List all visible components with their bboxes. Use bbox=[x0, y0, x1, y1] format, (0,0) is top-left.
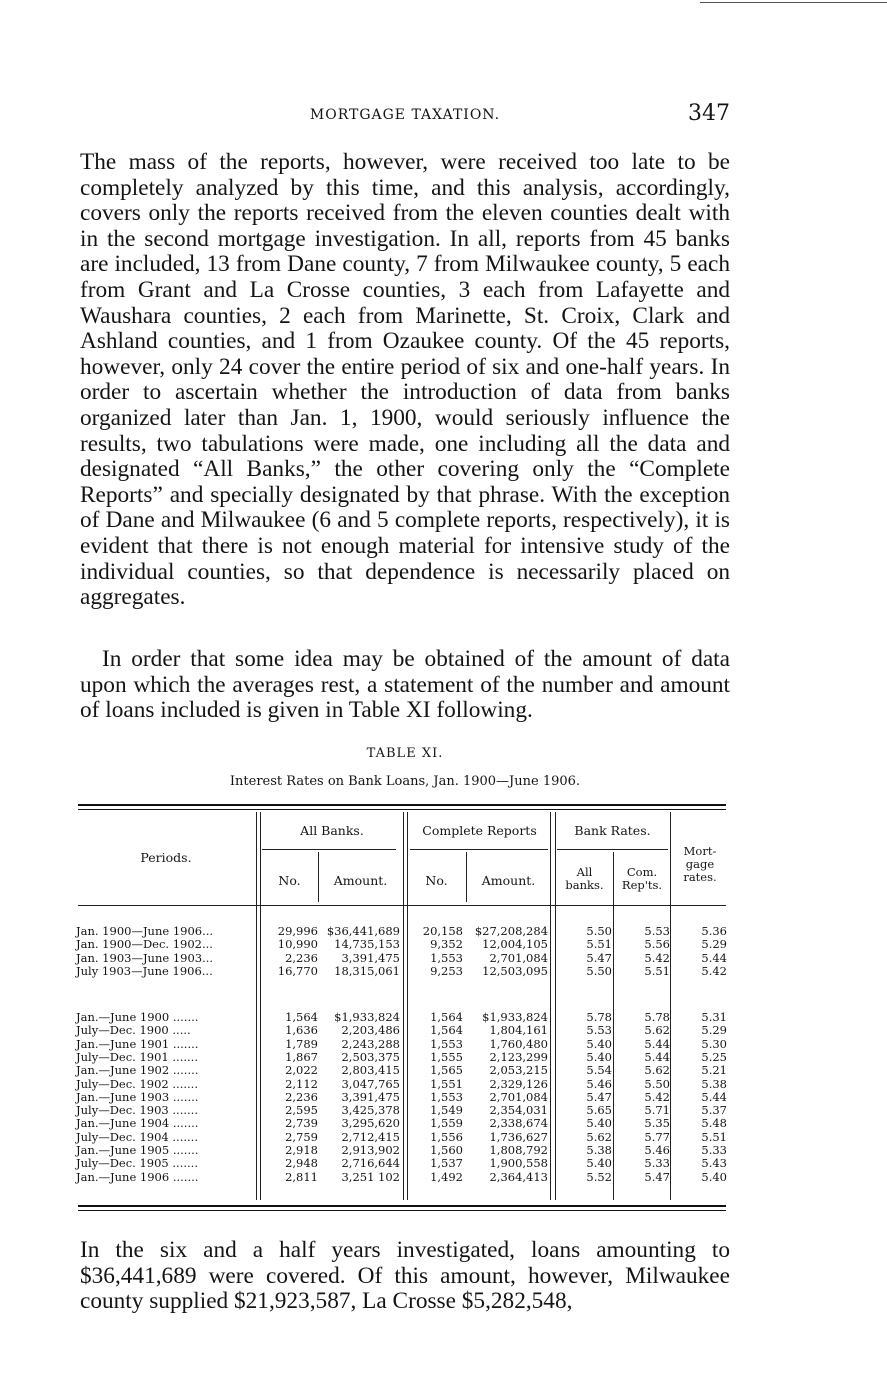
table-caption: TABLE XI. bbox=[366, 746, 444, 761]
cell-complete-amount: $27,208,284 bbox=[474, 924, 548, 938]
cell-complete-amount: 1,760,480 bbox=[489, 1036, 548, 1051]
cell-all-banks-no: 29,996 bbox=[277, 924, 318, 938]
cell-all-banks-no: 1,564 bbox=[285, 1010, 318, 1024]
cell-complete-amount: 1,736,627 bbox=[489, 1129, 548, 1144]
paragraph-2: In order that some idea may be obtained of the amount of data upon which the averages rest, a statement of the number and amount of loans included is given in Table XI following. bbox=[80, 646, 730, 724]
group-underline bbox=[262, 849, 396, 850]
cell-rate-all-banks: 5.52 bbox=[586, 1169, 612, 1184]
table-top-rule-thin bbox=[78, 809, 726, 810]
cell-rate-mortgage: 5.29 bbox=[701, 937, 727, 952]
cell-rate-complete: 5.51 bbox=[644, 963, 670, 978]
cell-rate-all-banks: 5.40 bbox=[586, 1116, 612, 1131]
period-cell: Jan.—June 1901 ....... bbox=[76, 1036, 199, 1051]
period-cell: Jan. 1900—Dec. 1902... bbox=[76, 937, 213, 952]
cell-complete-amount: 2,701,084 bbox=[489, 1089, 548, 1104]
period-cell: Jan. 1903—June 1903... bbox=[76, 950, 214, 965]
cell-all-banks-amount: 2,712,415 bbox=[341, 1129, 400, 1144]
cell-rate-all-banks: 5.40 bbox=[586, 1036, 612, 1051]
cell-rate-all-banks: 5.47 bbox=[586, 1089, 612, 1104]
cell-rate-mortgage: 5.51 bbox=[701, 1129, 727, 1144]
cell-all-banks-amount: 2,913,902 bbox=[341, 1143, 400, 1157]
cell-rate-complete: 5.62 bbox=[644, 1063, 670, 1078]
cell-rate-all-banks: 5.50 bbox=[586, 963, 612, 978]
cell-rate-complete: 5.44 bbox=[644, 1036, 670, 1051]
page-edge-rule bbox=[700, 2, 887, 3]
cell-complete-amount: 2,338,674 bbox=[489, 1116, 548, 1131]
cell-all-banks-no: 2,918 bbox=[285, 1143, 318, 1157]
table-top-rule bbox=[78, 804, 726, 806]
cell-complete-amount: 1,808,792 bbox=[489, 1143, 548, 1157]
header-all-banks: All Banks. bbox=[300, 823, 364, 838]
period-cell: Jan.—June 1903 ....... bbox=[76, 1089, 199, 1104]
column-divider bbox=[407, 812, 408, 1200]
period-cell: July—Dec. 1905 ....... bbox=[76, 1156, 198, 1171]
cell-all-banks-amount: 2,203,486 bbox=[341, 1023, 400, 1038]
cell-all-banks-no: 2,948 bbox=[285, 1156, 318, 1171]
cell-all-banks-amount: 3,425,378 bbox=[341, 1103, 400, 1118]
cell-rate-mortgage: 5.38 bbox=[701, 1076, 727, 1091]
cell-complete-no: 1,553 bbox=[430, 950, 463, 965]
running-title: MORTGAGE TAXATION. bbox=[309, 107, 501, 123]
period-cell: Jan.—June 1904 ....... bbox=[76, 1116, 199, 1131]
cell-all-banks-no: 2,112 bbox=[285, 1076, 318, 1091]
header-mortgage-rates: Mort- gage rates. bbox=[683, 844, 717, 884]
cell-rate-all-banks: 5.40 bbox=[586, 1156, 612, 1171]
cell-all-banks-no: 2,811 bbox=[285, 1169, 318, 1184]
cell-rate-complete: 5.77 bbox=[644, 1129, 670, 1144]
cell-complete-amount: 2,354,031 bbox=[489, 1103, 548, 1118]
column-divider bbox=[670, 812, 671, 1200]
period-cell: Jan.—June 1900 ....... bbox=[76, 1010, 199, 1024]
column-divider bbox=[403, 812, 404, 1200]
cell-rate-all-banks: 5.50 bbox=[586, 924, 612, 938]
period-cell: July 1903—June 1906... bbox=[76, 963, 213, 978]
cell-complete-no: 1,559 bbox=[430, 1116, 463, 1131]
cell-rate-mortgage: 5.31 bbox=[701, 1010, 727, 1024]
cell-all-banks-amount: 2,243,288 bbox=[341, 1036, 400, 1051]
cell-rate-complete: 5.35 bbox=[644, 1116, 670, 1131]
period-cell: Jan.—June 1905 ....... bbox=[76, 1143, 199, 1157]
cell-rate-all-banks: 5.46 bbox=[586, 1076, 612, 1091]
header-complete-amount: Amount. bbox=[481, 873, 536, 888]
paragraph-3: In the six and a half years investigated, loans amounting to $36,441,689 were covered. Of this amount, however, Milwaukee county supplied $21,923,587, La Crosse $5,282,548, bbox=[80, 1237, 730, 1315]
header-complete-reports: Complete Reports bbox=[422, 823, 537, 838]
running-head bbox=[80, 101, 730, 131]
cell-rate-mortgage: 5.44 bbox=[701, 1089, 727, 1104]
column-divider bbox=[256, 812, 257, 1200]
period-cell: July—Dec. 1904 ....... bbox=[76, 1129, 198, 1144]
cell-all-banks-amount: 2,503,375 bbox=[341, 1049, 400, 1064]
cell-rate-mortgage: 5.21 bbox=[701, 1063, 727, 1078]
cell-rate-mortgage: 5.44 bbox=[701, 950, 727, 965]
cell-rate-complete: 5.71 bbox=[644, 1103, 670, 1118]
cell-all-banks-amount: 2,716,644 bbox=[341, 1156, 400, 1171]
cell-all-banks-no: 1,636 bbox=[285, 1023, 318, 1038]
cell-rate-all-banks: 5.51 bbox=[586, 937, 612, 952]
cell-complete-amount: 2,123,299 bbox=[489, 1049, 548, 1064]
cell-all-banks-no: 2,739 bbox=[285, 1116, 318, 1131]
cell-rate-mortgage: 5.29 bbox=[701, 1023, 727, 1038]
cell-rate-complete: 5.62 bbox=[644, 1023, 670, 1038]
cell-rate-mortgage: 5.36 bbox=[701, 924, 727, 938]
cell-complete-no: 1,549 bbox=[430, 1103, 463, 1118]
table-subtitle: Interest Rates on Bank Loans, Jan. 1900—June 1906. bbox=[229, 774, 581, 789]
cell-all-banks-amount: $36,441,689 bbox=[326, 924, 400, 938]
cell-all-banks-amount: 18,315,061 bbox=[334, 963, 400, 978]
period-cell: July—Dec. 1901 ....... bbox=[76, 1049, 198, 1064]
period-cell: Jan.—June 1906 ....... bbox=[76, 1169, 199, 1184]
cell-all-banks-no: 2,236 bbox=[285, 950, 318, 965]
cell-rate-mortgage: 5.48 bbox=[701, 1116, 727, 1131]
cell-rate-all-banks: 5.47 bbox=[586, 950, 612, 965]
period-cell: July—Dec. 1902 ....... bbox=[76, 1076, 198, 1091]
cell-complete-amount: 2,053,215 bbox=[489, 1063, 548, 1078]
period-cell: July—Dec. 1900 ..... bbox=[76, 1023, 191, 1038]
cell-rate-all-banks: 5.40 bbox=[586, 1049, 612, 1064]
cell-rate-all-banks: 5.62 bbox=[586, 1129, 612, 1144]
cell-complete-no: 1,564 bbox=[430, 1023, 463, 1038]
group-underline bbox=[410, 849, 548, 850]
cell-complete-no: 9,253 bbox=[430, 963, 463, 978]
cell-rate-complete: 5.42 bbox=[644, 950, 670, 965]
period-cell: Jan. 1900—June 1906... bbox=[76, 924, 214, 938]
table-bottom-rule bbox=[78, 1205, 726, 1207]
cell-all-banks-no: 1,867 bbox=[285, 1049, 318, 1064]
cell-all-banks-amount: $1,933,824 bbox=[334, 1010, 400, 1024]
cell-all-banks-amount: 3,295,620 bbox=[341, 1116, 400, 1131]
cell-all-banks-no: 16,770 bbox=[277, 963, 318, 978]
cell-rate-mortgage: 5.30 bbox=[701, 1036, 727, 1051]
cell-all-banks-amount: 3,391,475 bbox=[341, 1089, 400, 1104]
cell-complete-amount: 2,329,126 bbox=[489, 1076, 548, 1091]
header-all-banks-amount: Amount. bbox=[333, 873, 388, 888]
cell-all-banks-no: 2,236 bbox=[285, 1089, 318, 1104]
cell-rate-mortgage: 5.33 bbox=[701, 1143, 727, 1157]
cell-complete-no: 1,551 bbox=[430, 1076, 463, 1091]
cell-rate-mortgage: 5.42 bbox=[701, 963, 727, 978]
cell-rate-complete: 5.46 bbox=[644, 1143, 670, 1157]
cell-complete-amount: 2,364,413 bbox=[489, 1169, 548, 1184]
cell-rate-all-banks: 5.65 bbox=[586, 1103, 612, 1118]
cell-rate-mortgage: 5.25 bbox=[701, 1049, 727, 1064]
table-bottom-rule-thin bbox=[78, 1210, 726, 1211]
cell-complete-no: 1,556 bbox=[430, 1129, 463, 1144]
cell-rate-complete: 5.56 bbox=[644, 937, 670, 952]
cell-complete-no: 9,352 bbox=[430, 937, 463, 952]
cell-rate-complete: 5.44 bbox=[644, 1049, 670, 1064]
cell-complete-no: 20,158 bbox=[422, 924, 463, 938]
cell-all-banks-amount: 2,803,415 bbox=[341, 1063, 400, 1078]
cell-complete-no: 1,492 bbox=[430, 1169, 463, 1184]
cell-complete-no: 1,555 bbox=[430, 1049, 463, 1064]
cell-all-banks-no: 1,789 bbox=[285, 1036, 318, 1051]
group-underline bbox=[557, 849, 668, 850]
cell-complete-no: 1,560 bbox=[430, 1143, 463, 1157]
cell-complete-amount: $1,933,824 bbox=[482, 1010, 548, 1024]
cell-rate-all-banks: 5.78 bbox=[586, 1010, 612, 1024]
cell-all-banks-amount: 14,735,153 bbox=[334, 937, 400, 952]
cell-complete-amount: 1,900,558 bbox=[489, 1156, 548, 1171]
period-cell: July—Dec. 1903 ....... bbox=[76, 1103, 198, 1118]
cell-complete-amount: 12,004,105 bbox=[482, 937, 548, 952]
cell-all-banks-no: 2,022 bbox=[285, 1063, 318, 1078]
cell-rate-complete: 5.78 bbox=[644, 1010, 670, 1024]
cell-complete-amount: 12,503,095 bbox=[482, 963, 548, 978]
header-com-reps: Com. Rep'ts. bbox=[621, 865, 663, 892]
cell-rate-complete: 5.33 bbox=[644, 1156, 670, 1171]
header-bank-rates: Bank Rates. bbox=[574, 823, 651, 838]
cell-all-banks-no: 2,759 bbox=[285, 1129, 318, 1144]
cell-rate-mortgage: 5.43 bbox=[701, 1156, 727, 1171]
header-complete-no: No. bbox=[425, 873, 448, 888]
cell-rate-complete: 5.50 bbox=[644, 1076, 670, 1091]
column-divider bbox=[550, 812, 551, 1200]
cell-rate-complete: 5.42 bbox=[644, 1089, 670, 1104]
cell-complete-amount: 2,701,084 bbox=[489, 950, 548, 965]
cell-all-banks-no: 10,990 bbox=[277, 937, 318, 952]
cell-rate-mortgage: 5.37 bbox=[701, 1103, 727, 1118]
cell-complete-no: 1,565 bbox=[430, 1063, 463, 1078]
cell-rate-all-banks: 5.53 bbox=[586, 1023, 612, 1038]
cell-all-banks-amount: 3,391,475 bbox=[341, 950, 400, 965]
cell-rate-all-banks: 5.38 bbox=[586, 1143, 612, 1157]
header-periods: Periods. bbox=[140, 850, 192, 865]
cell-complete-amount: 1,804,161 bbox=[489, 1023, 548, 1038]
cell-rate-complete: 5.47 bbox=[644, 1169, 670, 1184]
cell-all-banks-no: 2,595 bbox=[285, 1103, 318, 1118]
cell-complete-no: 1,564 bbox=[430, 1010, 463, 1024]
paragraph-1: The mass of the reports, however, were received too late to be completely analyzed by this time, and this analysis, accordingly, covers only the reports received from the eleven counties dealt with in the second mortgage investigation. In all, reports from 45 banks are included, 13 from Dane county, 7 from Milwaukee county, 5 each from Grant and La Crosse counties, 3 each from Lafayette and Waushara counties, 2 each from Marinette, St. Croix, Clark and Ashland counties, and 1 from Ozaukee county. Of the 45 reports, however, only 24 cover the entire period of six and one-half years. In order to ascertain whether the introduction of data from banks organized later than Jan. 1, 1900, would seriously influence the results, two tabulations were made, one including all the data and designated “All Banks,” the other covering only the “Complete Reports” and specially designated by that phrase. With the exception of Dane and Milwaukee (6 and 5 complete reports, respectively), it is evident that there is not enough material for intensive study of the individual counties, so that dependence is necessarily placed on aggregates. bbox=[80, 149, 730, 611]
cell-complete-no: 1,537 bbox=[430, 1156, 463, 1171]
header-all-banks-no: No. bbox=[278, 873, 301, 888]
header-bottom-rule bbox=[78, 905, 726, 906]
period-cell: Jan.—June 1902 ....... bbox=[76, 1063, 199, 1078]
header-all-banks-rate: All banks. bbox=[565, 865, 604, 892]
page-number: 347 bbox=[688, 101, 730, 126]
cell-all-banks-amount: 3,047,765 bbox=[341, 1076, 400, 1091]
cell-rate-complete: 5.53 bbox=[644, 924, 670, 938]
cell-all-banks-amount: 3,251 102 bbox=[341, 1169, 400, 1184]
cell-rate-all-banks: 5.54 bbox=[586, 1063, 612, 1078]
cell-complete-no: 1,553 bbox=[430, 1089, 463, 1104]
cell-complete-no: 1,553 bbox=[430, 1036, 463, 1051]
cell-rate-mortgage: 5.40 bbox=[701, 1169, 727, 1184]
